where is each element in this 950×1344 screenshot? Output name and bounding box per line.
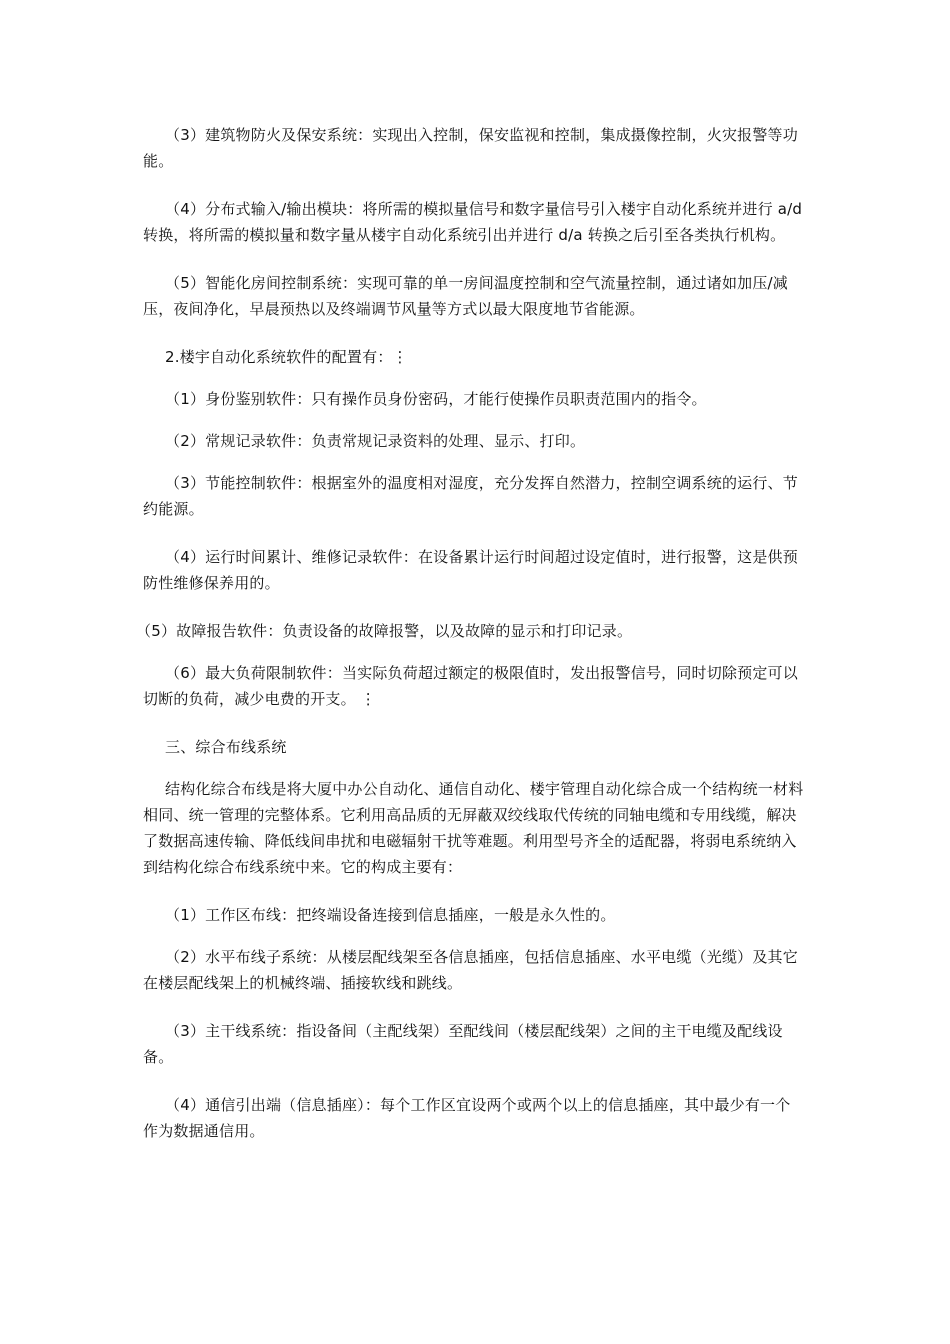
paragraph-information-outlet: （4）通信引出端（信息插座）：每个工作区宜设两个或两个以上的信息插座，其中最少有一个作为数据通信用。 <box>143 1096 791 1140</box>
paragraph-io-module: （4）分布式输入/输出模块：将所需的模拟量信号和数字量信号引入楼宇自动化系统并进行 a/d 转换，将所需的模拟量和数字量从楼宇自动化系统引出并进行 d/a 转换之后引至各类执行机构。 <box>143 200 803 244</box>
paragraph-backbone-system: （3）主干线系统：指设备间（主配线架）至配线间（楼层配线架）之间的主干电缆及配线设备。 <box>143 1022 783 1066</box>
paragraph-work-area: （1）工作区布线：把终端设备连接到信息插座，一般是永久性的。 <box>165 906 616 924</box>
paragraph-fire-security: （3）建筑物防火及保安系统：实现出入控制，保安监视和控制，集成摄像控制，火灾报警等功能。 <box>143 126 798 170</box>
document-body <box>136 122 805 1166</box>
paragraph-horizontal-subsystem: （2）水平布线子系统：从楼层配线架至各信息插座，包括信息插座、水平电缆（光缆）及其它在楼层配线架上的机械终端、插接软线和跳线。 <box>143 948 798 992</box>
paragraph-identity-software: （1）身份鉴别软件：只有操作员身份密码，才能行使操作员职责范围内的指令。 <box>165 390 707 408</box>
paragraph-load-limit-software: （6）最大负荷限制软件：当实际负荷超过额定的极限值时，发出报警信号，同时切除预定可以切断的负荷，减少电费的开支。 ⋮ <box>143 664 798 708</box>
paragraph-record-software: （2）常规记录软件：负责常规记录资料的处理、显示、打印。 <box>165 432 586 450</box>
section-heading-software: 2.楼宇自动化系统软件的配置有：⋮ <box>165 348 408 366</box>
paragraph-room-control: （5）智能化房间控制系统：实现可靠的单一房间温度控制和空气流量控制，通过诸如加压/减压，夜间净化，早晨预热以及终端调节风量等方式以最大限度地节省能源。 <box>143 274 789 318</box>
paragraph-fault-software: （5）故障报告软件：负责设备的故障报警，以及故障的显示和打印记录。 <box>136 622 633 640</box>
paragraph-runtime-software: （4）运行时间累计、维修记录软件：在设备累计运行时间超过设定值时，进行报警，这是供预防性维修保养用的。 <box>143 548 798 592</box>
paragraph-energy-software: （3）节能控制软件：根据室外的温度相对湿度，充分发挥自然潜力，控制空调系统的运行、节约能源。 <box>143 474 798 518</box>
paragraph-cabling-overview: 结构化综合布线是将大厦中办公自动化、通信自动化、楼宇管理自动化综合成一个结构统一材料相同、统一管理的完整体系。它利用高品质的无屏蔽双绞线取代传统的同轴电缆和专用线缆，解决了数据高速传输、降低线间串扰和电磁辐射干扰等难题。利用型号齐全的适配器，将弱电系统纳入到结构化综合布线系统中来。它的构成主要有： <box>143 780 804 876</box>
section-heading-cabling: 三、综合布线系统 <box>165 738 287 756</box>
